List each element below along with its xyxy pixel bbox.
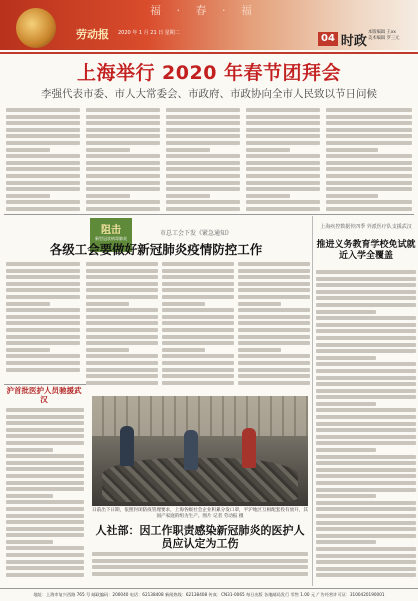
text-line	[6, 481, 84, 485]
photo-worker	[184, 430, 198, 470]
text-line	[238, 288, 310, 292]
issue-date: 2020 年 1 月 21 日 星期二	[118, 30, 180, 36]
text-line	[86, 200, 160, 204]
text-line	[6, 434, 84, 438]
bottom-story-column	[92, 552, 308, 584]
text-line	[238, 361, 310, 365]
text-line	[326, 181, 412, 185]
text-line	[162, 328, 234, 332]
text-line	[326, 200, 412, 204]
text-line	[6, 527, 84, 531]
text-line	[166, 174, 240, 178]
photo-caption: 日前出下日期，依照封闭防疫管理要求，上海各级社会企业积累分发口罩，平沪地区互相配套投有放开，其国产家庭的组为生产。图片 记者 劳动报 摄	[92, 508, 308, 519]
text-line	[238, 335, 310, 339]
text-line	[86, 115, 160, 119]
text-line	[6, 428, 84, 432]
text-line	[86, 134, 160, 138]
text-line	[86, 148, 130, 152]
text-line	[166, 194, 210, 198]
text-line	[162, 354, 234, 358]
editor-line: 本版编辑 王xx	[368, 30, 396, 35]
text-line	[316, 402, 376, 406]
text-line	[162, 262, 234, 266]
text-line	[316, 481, 416, 485]
text-line	[316, 349, 416, 353]
main-subheadline: 李强代表市委、市人大常委会、市政府、市政协向全市人民致以节日问候	[41, 88, 377, 100]
text-line	[6, 368, 80, 372]
text-line	[246, 121, 320, 125]
page-section-name: 时政	[340, 33, 367, 49]
text-line	[86, 269, 158, 273]
text-line	[326, 187, 412, 191]
text-line	[86, 141, 160, 145]
text-line	[92, 559, 308, 563]
text-line	[86, 361, 158, 365]
text-line	[326, 161, 412, 165]
text-line	[6, 262, 80, 266]
text-line	[6, 275, 80, 279]
text-line	[316, 343, 416, 347]
section-tag-subtitle: 新型冠状病毒肺炎	[95, 236, 127, 241]
text-line	[166, 207, 240, 211]
page-label	[318, 30, 367, 48]
text-line	[316, 428, 416, 432]
text-line	[6, 553, 84, 557]
text-line	[316, 382, 416, 386]
text-line	[166, 148, 210, 152]
text-line	[238, 341, 310, 345]
text-line	[316, 415, 416, 419]
text-line	[86, 174, 160, 178]
text-line	[316, 395, 416, 399]
text-line	[166, 167, 240, 171]
text-line	[326, 167, 412, 171]
text-line	[162, 302, 205, 306]
text-line	[86, 354, 158, 358]
text-line	[6, 540, 53, 544]
text-line	[326, 154, 412, 158]
text-line	[86, 207, 160, 211]
text-line	[86, 341, 158, 345]
text-line	[316, 521, 416, 525]
text-line	[86, 161, 160, 165]
text-line	[246, 134, 320, 138]
text-line	[86, 302, 129, 306]
text-line	[316, 448, 376, 452]
text-line	[316, 277, 416, 281]
text-line	[6, 161, 80, 165]
text-line	[316, 527, 416, 531]
text-line	[162, 315, 234, 319]
paper-name: 劳动报	[76, 28, 109, 41]
text-line	[6, 361, 80, 365]
text-line	[6, 134, 80, 138]
feature-kicker: 市总工会下发《紧急通知》	[160, 230, 233, 237]
left-story-divider	[4, 384, 86, 385]
text-line	[6, 302, 50, 306]
main-headline: 上海举行 2020 年春节团拜会	[76, 62, 342, 84]
text-line	[86, 295, 158, 299]
text-line	[6, 128, 80, 132]
text-line	[162, 348, 205, 352]
text-line	[86, 328, 158, 332]
text-line	[166, 141, 240, 145]
text-line	[316, 336, 416, 340]
text-line	[6, 187, 80, 191]
text-line	[316, 270, 416, 274]
page-footer: 地址：上海市复兴西路 765 号 邮政编码：200040 电话：62138408 新闻热线：62138408 传真：CN31-0065 每日出版 各地邮局发行 零售 1.00 元 广告经营许可证：3100420190001	[0, 588, 418, 601]
text-line	[6, 533, 84, 537]
text-line	[6, 467, 84, 471]
text-line	[6, 500, 84, 504]
text-line	[86, 108, 160, 112]
text-line	[86, 321, 158, 325]
text-line	[6, 321, 80, 325]
text-line	[6, 154, 80, 158]
text-line	[6, 282, 80, 286]
text-line	[238, 354, 310, 358]
text-line	[86, 128, 160, 132]
feature-column	[6, 262, 80, 380]
text-line	[162, 368, 234, 372]
section-tag-title: 阻击	[101, 225, 121, 236]
text-line	[166, 121, 240, 125]
text-line	[166, 128, 240, 132]
text-line	[86, 181, 160, 185]
text-line	[166, 154, 240, 158]
text-line	[6, 454, 84, 458]
new-year-art-image	[16, 8, 56, 48]
feature-column	[162, 262, 234, 390]
text-line	[238, 315, 310, 319]
text-line	[316, 488, 416, 492]
text-line	[238, 321, 310, 325]
side-story-note: 上海疾控数据传四季 外派医疗队支援武汉	[320, 224, 412, 230]
text-line	[246, 161, 320, 165]
text-line	[238, 328, 310, 332]
text-line	[316, 408, 416, 412]
text-line	[92, 552, 308, 556]
text-line	[6, 200, 80, 204]
text-line	[238, 295, 310, 299]
text-line	[246, 207, 320, 211]
text-line	[6, 448, 53, 452]
feature-column	[238, 262, 310, 390]
editor-credits	[368, 30, 399, 42]
text-line	[326, 148, 378, 152]
text-line	[92, 572, 308, 576]
text-line	[246, 128, 320, 132]
text-line	[238, 381, 310, 385]
text-line	[246, 154, 320, 158]
text-line	[326, 121, 412, 125]
text-line	[86, 335, 158, 339]
text-line	[246, 108, 320, 112]
text-line	[166, 181, 240, 185]
column-divider	[312, 216, 313, 586]
text-line	[238, 269, 310, 273]
text-line	[238, 275, 310, 279]
text-line	[6, 354, 80, 358]
text-line	[6, 546, 84, 550]
text-line	[316, 435, 416, 439]
text-line	[6, 121, 80, 125]
text-line	[86, 275, 158, 279]
text-line	[162, 361, 234, 365]
text-line	[6, 520, 84, 524]
text-line	[316, 501, 416, 505]
text-line	[6, 141, 80, 145]
text-line	[6, 421, 84, 425]
text-line	[316, 494, 376, 498]
feature-headline: 各级工会要做好新冠肺炎疫情防控工作	[49, 242, 263, 257]
text-line	[326, 108, 412, 112]
text-line	[316, 554, 416, 558]
text-line	[6, 207, 80, 211]
text-line	[326, 174, 412, 178]
text-line	[316, 455, 416, 459]
text-line	[162, 374, 234, 378]
text-line	[166, 161, 240, 165]
banner-ornament: 福 · 春 · 福	[150, 4, 258, 17]
text-line	[86, 381, 158, 385]
text-line	[162, 308, 234, 312]
text-line	[162, 381, 234, 385]
text-line	[86, 167, 160, 171]
text-line	[246, 141, 320, 145]
text-line	[6, 308, 80, 312]
text-line	[246, 200, 320, 204]
text-line	[86, 262, 158, 266]
text-line	[316, 362, 416, 366]
text-line	[238, 302, 281, 306]
text-line	[6, 269, 80, 273]
text-line	[6, 514, 84, 518]
text-line	[316, 507, 416, 511]
main-story-column	[6, 108, 80, 214]
text-line	[326, 128, 412, 132]
text-line	[238, 374, 310, 378]
main-story-column	[326, 108, 412, 214]
text-line	[316, 573, 416, 577]
text-line	[316, 461, 416, 465]
text-line	[316, 296, 416, 300]
text-line	[316, 323, 416, 327]
text-line	[6, 115, 80, 119]
text-line	[6, 181, 80, 185]
text-line	[162, 275, 234, 279]
main-story-column	[246, 108, 320, 214]
text-line	[246, 115, 320, 119]
editor-line: 美术编辑 罗三元	[368, 36, 400, 41]
feature-column	[86, 262, 158, 390]
text-line	[246, 167, 320, 171]
text-line	[162, 282, 234, 286]
text-line	[326, 115, 412, 119]
bottom-story-headline: 人社部：因工作职责感染新冠肺炎的医护人员应认定为工伤	[95, 524, 305, 550]
news-photo	[92, 396, 308, 506]
text-line	[6, 507, 84, 511]
text-line	[162, 295, 234, 299]
text-line	[86, 288, 158, 292]
text-line	[316, 283, 416, 287]
text-line	[6, 408, 84, 412]
text-line	[6, 494, 53, 498]
text-line	[86, 308, 158, 312]
text-line	[316, 534, 416, 538]
text-line	[238, 262, 310, 266]
text-line	[6, 461, 84, 465]
text-line	[316, 547, 416, 551]
text-line	[316, 567, 416, 571]
text-line	[6, 573, 84, 577]
photo-worker	[242, 428, 256, 468]
text-line	[86, 315, 158, 319]
side-story-column	[316, 270, 416, 584]
text-line	[326, 141, 412, 145]
text-line	[6, 108, 80, 112]
page-number: 04	[318, 32, 338, 46]
text-line	[92, 565, 308, 569]
text-line	[6, 348, 50, 352]
text-line	[316, 310, 376, 314]
text-line	[326, 194, 378, 198]
left-story-column	[6, 408, 84, 584]
text-line	[316, 540, 376, 544]
text-line	[316, 441, 416, 445]
text-line	[316, 369, 416, 373]
text-line	[6, 441, 84, 445]
text-line	[326, 207, 412, 211]
left-story-headline: 沪首批医护人员驰援武汉	[6, 386, 82, 404]
text-line	[316, 303, 416, 307]
text-line	[6, 328, 80, 332]
text-line	[6, 194, 50, 198]
side-story-headline: 推进义务教育学校免试就近入学全覆盖	[316, 240, 416, 261]
text-line	[162, 321, 234, 325]
text-line	[162, 269, 234, 273]
text-line	[86, 154, 160, 158]
text-line	[6, 566, 84, 570]
text-line	[162, 341, 234, 345]
main-story-column	[86, 108, 160, 214]
text-line	[246, 148, 290, 152]
text-line	[6, 487, 84, 491]
text-line	[6, 148, 50, 152]
text-line	[316, 376, 416, 380]
text-line	[6, 341, 80, 345]
text-line	[246, 187, 320, 191]
text-line	[166, 200, 240, 204]
text-line	[166, 115, 240, 119]
text-line	[316, 290, 416, 294]
text-line	[316, 389, 416, 393]
text-line	[166, 187, 240, 191]
text-line	[6, 415, 84, 419]
text-line	[6, 335, 80, 339]
text-line	[6, 174, 80, 178]
text-line	[6, 295, 80, 299]
text-line	[6, 474, 84, 478]
text-line	[246, 181, 320, 185]
text-line	[86, 374, 158, 378]
text-line	[316, 356, 376, 360]
text-line	[6, 560, 84, 564]
text-line	[86, 348, 129, 352]
masthead-rule	[0, 52, 418, 54]
text-line	[86, 187, 160, 191]
text-line	[316, 468, 416, 472]
photo-worker	[120, 426, 134, 466]
text-line	[162, 335, 234, 339]
text-line	[316, 560, 416, 564]
text-line	[86, 194, 130, 198]
text-line	[238, 308, 310, 312]
text-line	[238, 282, 310, 286]
text-line	[238, 368, 310, 372]
text-line	[86, 368, 158, 372]
text-line	[166, 134, 240, 138]
text-line	[6, 288, 80, 292]
text-line	[316, 474, 416, 478]
text-line	[86, 121, 160, 125]
text-line	[316, 316, 416, 320]
text-line	[316, 329, 416, 333]
text-line	[6, 315, 80, 319]
main-story-column	[166, 108, 240, 214]
text-line	[326, 134, 412, 138]
text-line	[86, 282, 158, 286]
text-line	[238, 348, 281, 352]
text-line	[246, 194, 290, 198]
text-line	[162, 288, 234, 292]
text-line	[246, 174, 320, 178]
text-line	[316, 422, 416, 426]
text-line	[6, 167, 80, 171]
section-divider	[4, 214, 414, 215]
text-line	[166, 108, 240, 112]
text-line	[316, 514, 416, 518]
